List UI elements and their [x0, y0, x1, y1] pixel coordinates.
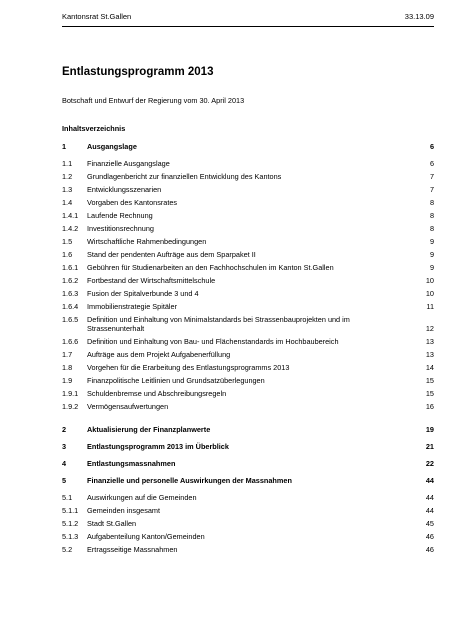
toc-entry-title: Vorgehen für die Erarbeitung des Entlastungsprogramms 2013 — [87, 363, 290, 372]
toc-entry-title: Investitionsrechnung — [87, 224, 154, 233]
toc-entry-number: 1.6.2 — [62, 276, 79, 285]
toc-entry-number: 1.9.2 — [62, 402, 79, 411]
toc-entry-number: 3 — [62, 442, 67, 451]
toc-entry-number: 5.1.1 — [62, 506, 79, 515]
toc-section-entry[interactable] — [62, 261, 434, 274]
header-left: Kantonsrat St.Gallen — [62, 12, 132, 21]
toc-entry-title: Vermögensaufwertungen — [87, 402, 169, 411]
toc-entry-page: 7 — [429, 172, 434, 181]
toc-entry-title: Schuldenbremse und Abschreibungsregeln — [87, 389, 227, 398]
toc-entry-title: Gebühren für Studienarbeiten an den Fachhochschulen im Kanton St.Gallen — [87, 263, 334, 272]
toc-section-entry[interactable] — [62, 287, 434, 300]
toc-entry-number: 5.1 — [62, 493, 73, 502]
toc-section-entry[interactable] — [62, 248, 434, 261]
toc-entry-number: 1.7 — [62, 350, 73, 359]
toc-entry-number: 2 — [62, 425, 67, 434]
toc-section-entry[interactable] — [62, 400, 434, 413]
toc-entry-number: 1.6.4 — [62, 302, 79, 311]
toc-entry-title: Finanzielle und personelle Auswirkungen der Massnahmen — [87, 476, 292, 485]
toc-entry-page: 44 — [425, 476, 434, 485]
toc-entry-number: 5.1.2 — [62, 519, 79, 528]
toc-entry-page: 11 — [426, 302, 434, 311]
toc-entry-title: Aufträge aus dem Projekt Aufgabenerfüllung — [87, 350, 231, 359]
toc-entry-page: 7 — [429, 185, 434, 194]
toc-section-entry[interactable] — [62, 157, 434, 170]
toc-chapter-entry[interactable] — [62, 474, 434, 487]
toc-entry-number: 1.5 — [62, 237, 73, 246]
toc-entry-number: 1.4.2 — [62, 224, 79, 233]
toc-section-entry[interactable] — [62, 543, 434, 556]
toc-section-entry[interactable] — [62, 235, 434, 248]
toc-entry-page: 8 — [429, 224, 434, 233]
toc-entry-title: Gemeinden insgesamt — [87, 506, 161, 515]
toc-section-entry[interactable] — [62, 517, 434, 530]
toc-entry-page: 13 — [425, 350, 434, 359]
toc-entry-title: Entlastungsprogramm 2013 im Überblick — [87, 442, 229, 451]
toc-entry-title: Entwicklungsszenarien — [87, 185, 162, 194]
toc-entry-page: 45 — [425, 519, 434, 528]
toc-chapter-entry[interactable] — [62, 440, 434, 453]
toc-entry-page: 14 — [425, 363, 434, 372]
toc-section-entry[interactable] — [62, 209, 434, 222]
toc-entry-title: Grundlagenbericht zur finanziellen Entwicklung des Kantons — [87, 172, 282, 181]
toc-entry-title: Definition und Einhaltung von Minimalstandards bei Strassenbauprojekten und im Strassenunterhalt — [87, 315, 350, 333]
toc-entry-page: 15 — [425, 389, 434, 398]
toc-entry-title: Aufgabenteilung Kanton/Gemeinden — [87, 532, 205, 541]
toc-entry-title: Auswirkungen auf die Gemeinden — [87, 493, 197, 502]
toc-entry-title: Vorgaben des Kantonsrates — [87, 198, 178, 207]
toc-entry-page: 8 — [429, 198, 434, 207]
toc-entry-number: 1 — [62, 142, 67, 151]
toc-section-entry[interactable] — [62, 222, 434, 235]
toc-entry-page: 13 — [425, 337, 434, 346]
toc-entry-page: 9 — [429, 250, 434, 259]
toc-section-entry[interactable] — [62, 387, 434, 400]
toc-section-entry[interactable] — [62, 374, 434, 387]
toc-entry-page: 44 — [425, 506, 434, 515]
toc-entry-title: Stadt St.Gallen — [87, 519, 137, 528]
toc-entry-number: 1.6.5 — [62, 315, 79, 324]
toc-chapter-entry[interactable] — [62, 140, 434, 153]
toc-entry-page: 16 — [425, 402, 434, 411]
toc-entry-title: Ertragsseitige Massnahmen — [87, 545, 178, 554]
toc-entry-page: 9 — [429, 263, 434, 272]
toc-entry-title: Stand der pendenten Aufträge aus dem Sparpaket II — [87, 250, 256, 259]
toc-entry-title: Definition und Einhaltung von Bau- und Flächenstandards im Hochbaubereich — [87, 337, 339, 346]
toc-entry-number: 4 — [62, 459, 67, 468]
toc-entry-number: 1.2 — [62, 172, 73, 181]
toc-entry-page: 22 — [425, 459, 434, 468]
toc-entry-number: 1.3 — [62, 185, 73, 194]
toc-section-entry[interactable] — [62, 183, 434, 196]
document-subtitle: Botschaft und Entwurf der Regierung vom 30. April 2013 — [62, 96, 245, 105]
toc-entry-number: 1.8 — [62, 363, 73, 372]
toc-entry-number: 5.1.3 — [62, 532, 79, 541]
toc-chapter-entry[interactable] — [62, 457, 434, 470]
toc-section-entry[interactable] — [62, 491, 434, 504]
toc-entry-number: 5.2 — [62, 545, 73, 554]
toc-entry-page: 19 — [425, 425, 434, 434]
toc-entry-number: 1.1 — [62, 159, 73, 168]
toc-section-entry[interactable] — [62, 504, 434, 517]
toc-chapter-entry[interactable] — [62, 423, 434, 436]
toc-entry-page: 15 — [425, 376, 434, 385]
toc-entry-number: 1.4 — [62, 198, 73, 207]
toc-entry-title: Entlastungsmassnahmen — [87, 459, 176, 468]
toc-entry-title: Wirtschaftliche Rahmenbedingungen — [87, 237, 207, 246]
toc-entry-number: 1.6.6 — [62, 337, 79, 346]
toc-entry-number: 1.6 — [62, 250, 73, 259]
toc-section-entry[interactable] — [62, 274, 434, 287]
toc-entry-page: 10 — [425, 276, 434, 285]
toc-entry-number: 1.6.3 — [62, 289, 79, 298]
toc-entry-number: 1.4.1 — [62, 211, 79, 220]
toc-entry-title: Ausgangslage — [87, 142, 137, 151]
header-right: 33.13.09 — [404, 12, 434, 21]
toc-entry-page: 8 — [429, 211, 434, 220]
toc-section-entry[interactable] — [62, 170, 434, 183]
toc-entry-title: Fortbestand der Wirtschaftsmittelschule — [87, 276, 216, 285]
toc-entry-page: 6 — [429, 142, 434, 151]
toc-section-entry[interactable] — [62, 348, 434, 361]
toc-entry-page: 9 — [429, 237, 434, 246]
header-divider — [62, 26, 434, 27]
toc-entry-number: 1.9 — [62, 376, 73, 385]
toc-entry-page: 44 — [425, 493, 434, 502]
toc-section-entry[interactable] — [62, 530, 434, 543]
toc-entry-page: 21 — [425, 442, 434, 451]
toc-entry-title: Finanzielle Ausgangslage — [87, 159, 170, 168]
toc-entry-number: 1.6.1 — [62, 263, 79, 272]
toc-entry-title: Fusion der Spitalverbunde 3 und 4 — [87, 289, 199, 298]
toc-heading: Inhaltsverzeichnis — [62, 124, 126, 133]
toc-section-entry[interactable] — [62, 361, 434, 374]
toc-entry-number: 5 — [62, 476, 67, 485]
toc-entry-title: Finanzpolitische Leitlinien und Grundsatzüberlegungen — [87, 376, 265, 385]
toc-entry-title: Aktualisierung der Finanzplanwerte — [87, 425, 211, 434]
table-of-contents — [62, 140, 434, 556]
toc-section-entry[interactable] — [62, 335, 434, 348]
toc-entry-page: 46 — [425, 532, 434, 541]
toc-entry-title: Immobilienstrategie Spitäler — [87, 302, 178, 311]
document-title: Entlastungsprogramm 2013 — [62, 66, 214, 78]
toc-section-entry[interactable] — [62, 300, 434, 313]
toc-section-entry[interactable] — [62, 313, 434, 335]
toc-entry-page: 6 — [429, 159, 434, 168]
toc-entry-page: 10 — [425, 289, 434, 298]
toc-entry-page: 46 — [425, 545, 434, 554]
toc-section-entry[interactable] — [62, 196, 434, 209]
toc-entry-title: Laufende Rechnung — [87, 211, 153, 220]
toc-entry-page: 12 — [425, 324, 434, 333]
page-header — [62, 12, 434, 21]
toc-entry-number: 1.9.1 — [62, 389, 79, 398]
